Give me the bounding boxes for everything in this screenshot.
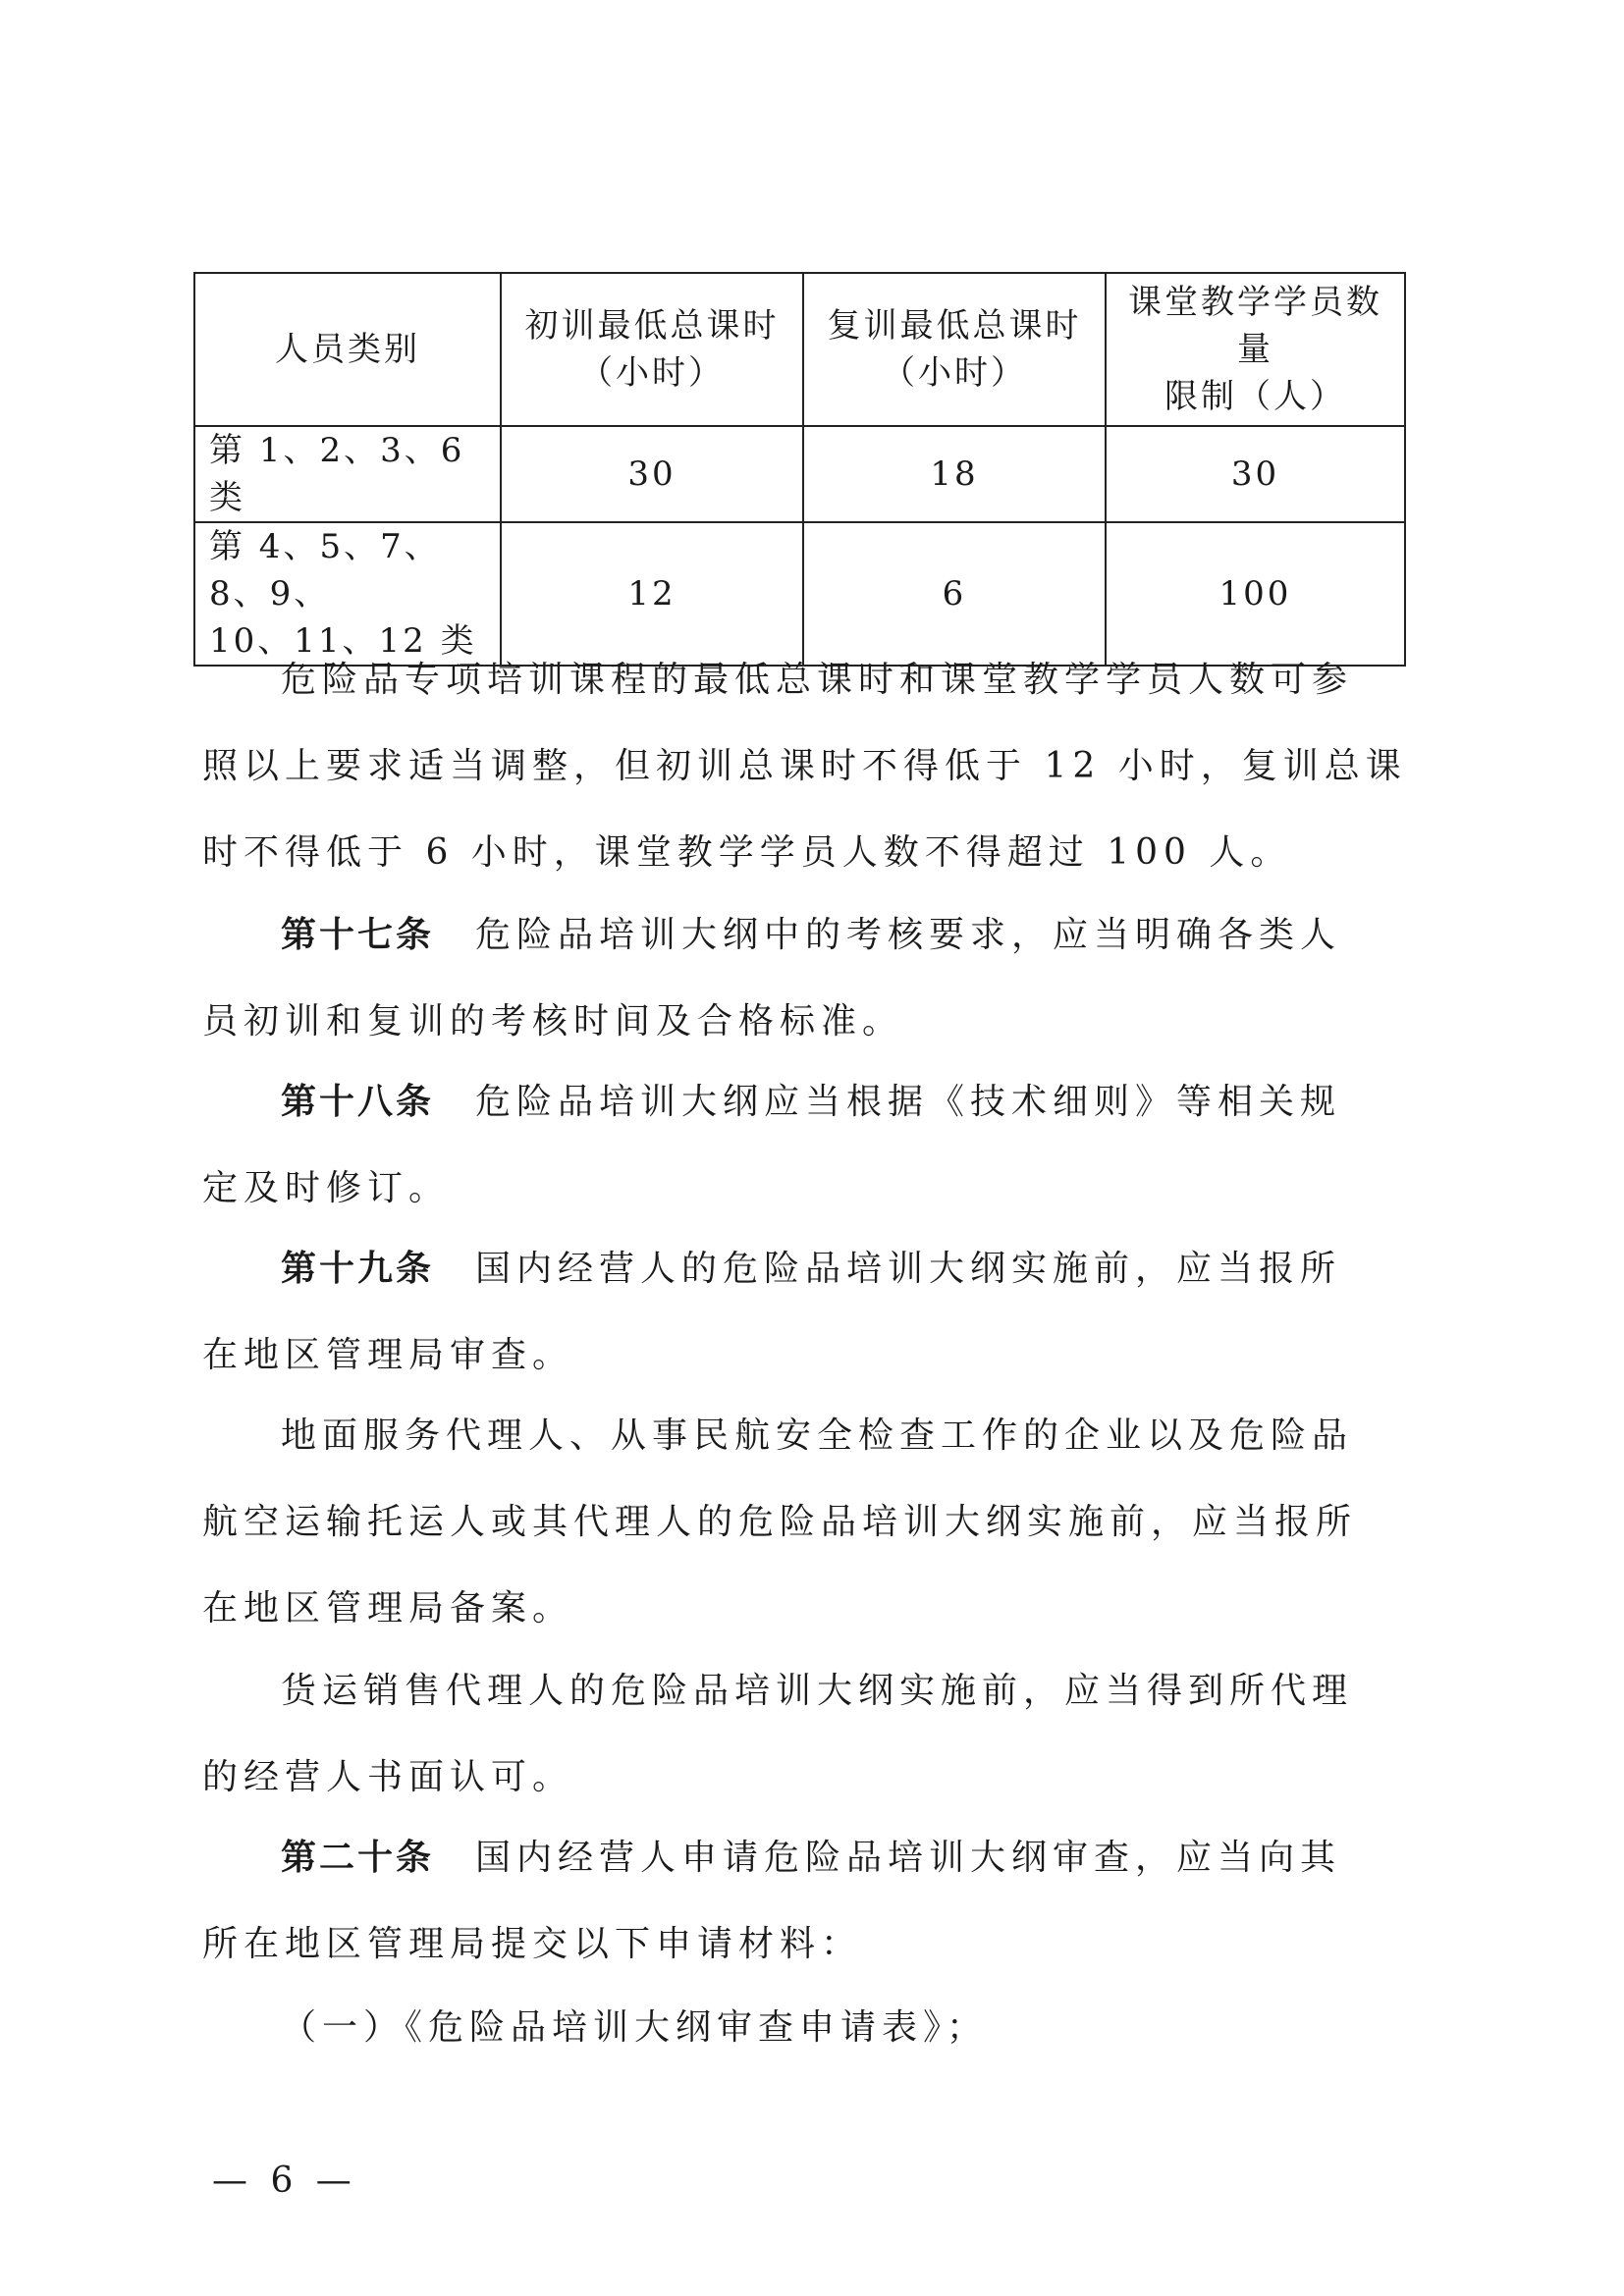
class-limit-cell: 100: [1106, 522, 1405, 666]
article-20-heading: 第二十条: [281, 1838, 435, 1878]
header-category: 人员类别: [194, 273, 501, 426]
article-20: 第二十条 国内经营人申请危险品培训大纲审查，应当向其 所在地区管理局提交以下申请材料：: [202, 1838, 1342, 1964]
paragraph-ground-service-filing: 地面服务代理人、从事民航安全检查工作的企业以及危险品 航空运输托运人或其代理人的危险品培训大纲实施前，应当报所 在地区管理局备案。: [202, 1415, 1358, 1629]
table-row: [194, 426, 1405, 522]
paragraph-hours-adjustment: 危险品专项培训课程的最低总课时和课堂教学学员人数可参 照以上要求适当调整，但初训总课时不得低于 12 小时，复训总课 时不得低于 6 小时，课堂教学学员人数不得超过 100 人。: [202, 660, 1407, 873]
initial-hours-cell: 12: [501, 522, 803, 666]
training-hours-table: [193, 272, 1406, 667]
header-initial-hours: 初训最低总课时 （小时）: [501, 273, 803, 426]
list-item-application-form: （一）《危险品培训大纲审查申请表》；: [281, 2007, 989, 2048]
page-number: — 6 —: [212, 2161, 357, 2201]
initial-hours-cell: 30: [501, 426, 803, 522]
recurrent-hours-cell: 18: [803, 426, 1106, 522]
class-limit-cell: 30: [1106, 426, 1405, 522]
recurrent-hours-cell: 6: [803, 522, 1106, 666]
header-recurrent-hours: 复训最低总课时 （小时）: [803, 273, 1106, 426]
article-18: 第十八条 危险品培训大纲应当根据《技术细则》等相关规 定及时修订。: [202, 1082, 1342, 1208]
article-19: 第十九条 国内经营人的危险品培训大纲实施前，应当报所 在地区管理局审查。: [202, 1249, 1342, 1375]
table-row: [194, 522, 1405, 666]
paragraph-sales-agent-approval: 货运销售代理人的危险品培训大纲实施前，应当得到所代理 的经营人书面认可。: [202, 1671, 1354, 1797]
article-17: 第十七条 危险品培训大纲中的考核要求，应当明确各类人 员初训和复训的考核时间及合格标准。: [202, 915, 1342, 1041]
article-19-heading: 第十九条: [281, 1249, 435, 1289]
table-header-row: [194, 273, 1405, 426]
category-cell: 第 4、5、7、8、9、 10、11、12 类: [194, 522, 501, 666]
category-cell: 第 1、2、3、6 类: [194, 426, 501, 522]
article-18-heading: 第十八条: [281, 1082, 435, 1122]
article-17-heading: 第十七条: [281, 915, 435, 955]
header-class-limit: 课堂教学学员数量 限制（人）: [1106, 273, 1405, 426]
